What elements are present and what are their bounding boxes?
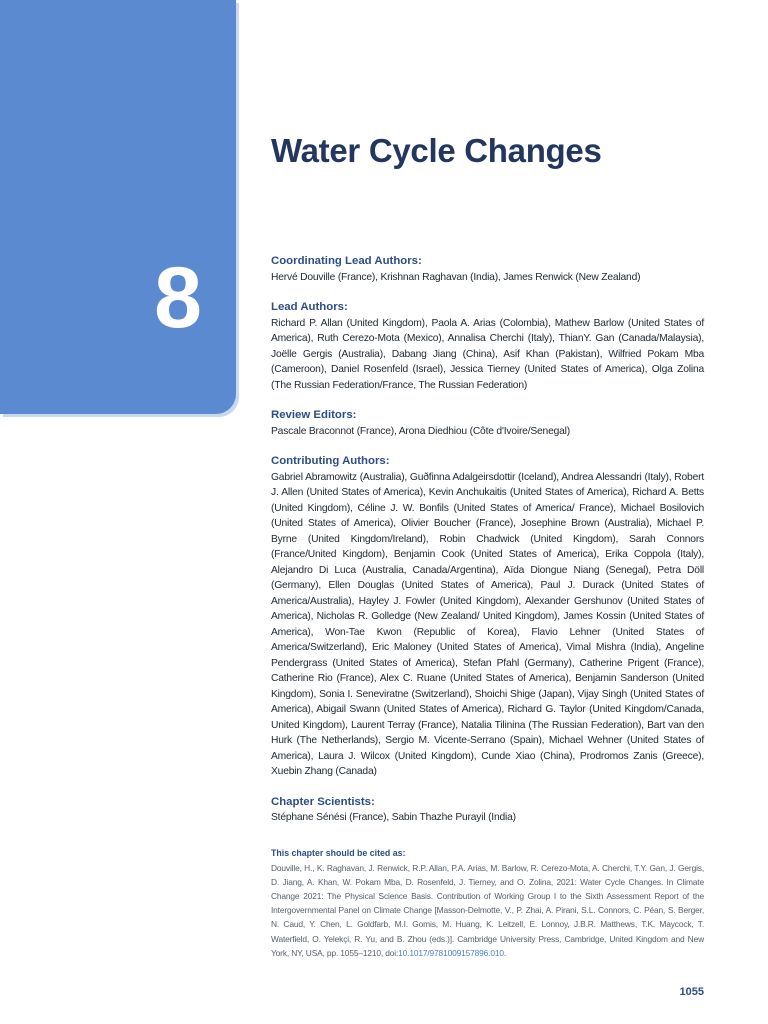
section-body: Richard P. Allan (United Kingdom), Paola A. Arias (Colombia), Mathew Barlow (United States of America), Ruth Cerezo-Mota (Mexico), Annalisa Cherchi (Italy), ThianY. Gan (Canada/Malaysia), Joëlle Gergis (Australia), Dabang Jiang (China), Asif Khan (Pakistan), Wilfried Pokam Mba (Cameroon), Daniel Rosenfeld (Israel), Jessica Tierney (United States of America), Olga Zolina (The Russian Federation/France, The Russian Federation) xyxy=(271,317,704,391)
section-body: Hervé Douville (France), Krishnan Raghavan (India), James Renwick (New Zealand) xyxy=(271,271,641,283)
citation-body xyxy=(271,861,704,960)
doi-link[interactable]: 10.1017/9781009157896.010 xyxy=(398,947,504,958)
section-heading: Contributing Authors: xyxy=(271,455,390,467)
citation-suffix: . xyxy=(503,947,507,958)
section-body: Stéphane Sénési (France), Sabin Thazhe Purayil (India) xyxy=(271,812,516,823)
contributing-authors-section xyxy=(271,454,704,780)
section-heading: Chapter Scientists: xyxy=(271,795,375,808)
section-heading: Coordinating Lead Authors: xyxy=(271,255,422,267)
review-editors-section xyxy=(271,408,704,439)
lead-authors-section xyxy=(271,300,704,393)
chapter-tab xyxy=(0,0,236,414)
chapter-scientists-section xyxy=(271,795,704,826)
section-heading: Lead Authors: xyxy=(271,301,348,313)
chapter-title: Water Cycle Changes xyxy=(271,132,602,169)
citation-heading: This chapter should be cited as: xyxy=(271,847,406,858)
section-body: Pascale Braconnot (France), Arona Diedhiou (Côte d'Ivoire/Senegal) xyxy=(271,425,570,437)
citation-block xyxy=(271,847,704,960)
chapter-credits xyxy=(271,254,704,960)
coordinating-lead-authors-section xyxy=(271,254,704,285)
page-number: 1055 xyxy=(679,986,704,998)
section-body: Gabriel Abramowitz (Australia), Guðfinna Adalgeirsdottir (Iceland), Andrea Alessandri (Italy), Robert J. Allen (United States of America), Kevin Anchukaitis (United States of America), Richard A. Betts (United Kingdom), Céline J. W. Bonfils (United States of America/ France), Michael Bosilovich (United States of America), Olivier Boucher (France), Josephine Brown (Australia), Michael P. Byrne (United Kingdom/Ireland), Robin Chadwick (United Kingdom), Sarah Connors (France/United Kingdom), Benjamin Cook (United States of America), Erika Coppola (Italy), Alejandro Di Luca (Australia, Canada/Argentina), Aïda Diongue Niang (Senegal), Petra Döll (Germany), Ellen Douglas (United States of America), Paul J. Durack (United States of America/Australia), Hayley J. Fowler (United Kingdom), Alexander Gershunov (United States of America), Nicholas R. Golledge (New Zealand/ United Kingdom), James Kossin (United States of America), Won-Tae Kwon (Republic of Korea), Flavio Lehner (United States of America/Switzerland), Eric Maloney (United States of America), Vimal Mishra (India), Angeline Pendergrass (United States of America), Stefan Pfahl (Germany), Catherine Prigent (France), Catherine Rio (France), Alex C. Ruane (United States of America), Benjamin Sanderson (United Kingdom), Sonia I. Seneviratne (Switzerland), Shoichi Shige (Japan), Vijay Singh (United States of America), Abigail Swann (United States of America), Richard G. Taylor (United Kingdom/Canada, United Kingdom), Laurent Terray (France), Natalia Tilinina (The Russian Federation), Bart van den Hurk (The Netherlands), Sergio M. Vicente-Serrano (Spain), Michael Wehner (United States of America), Laura J. Wilcox (United Kingdom), Cunde Xiao (China), Prodromos Zanis (Greece), Xuebin Zhang (Canada) xyxy=(271,471,704,777)
section-heading: Review Editors: xyxy=(271,409,357,421)
chapter-number: 8 xyxy=(154,250,202,346)
citation-text: Douville, H., K. Raghavan, J. Renwick, R.P. Allan, P.A. Arias, M. Barlow, R. Cerezo-Mota, A. Cherchi, T.Y. Gan, J. Gergis, D. Jiang, A. Khan, W. Pokam Mba, D. Rosenfeld, J. Tierney, and O. Zolina, 2021: Water Cycle Changes. In Climate Change 2021: The Physical Science Basis. Contribution of Working Group I to the Sixth Assessment Report of the Intergovernmental Panel on Climate Change [Masson-Delmotte, V., P. Zhai, A. Pirani, S.L. Connors, C. Péan, S. Berger, N. Caud, Y. Chen, L. Goldfarb, M.I. Gomis, M. Huang, K. Leitzell, E. Lonnoy, J.B.R. Matthews, T.K. Maycock, T. Waterfield, O. Yelekçi, R. Yu, and B. Zhou (eds.)]. Cambridge University Press, Cambridge, United Kingdom and New York, NY, USA, pp. 1055–1210, doi: xyxy=(271,862,704,958)
